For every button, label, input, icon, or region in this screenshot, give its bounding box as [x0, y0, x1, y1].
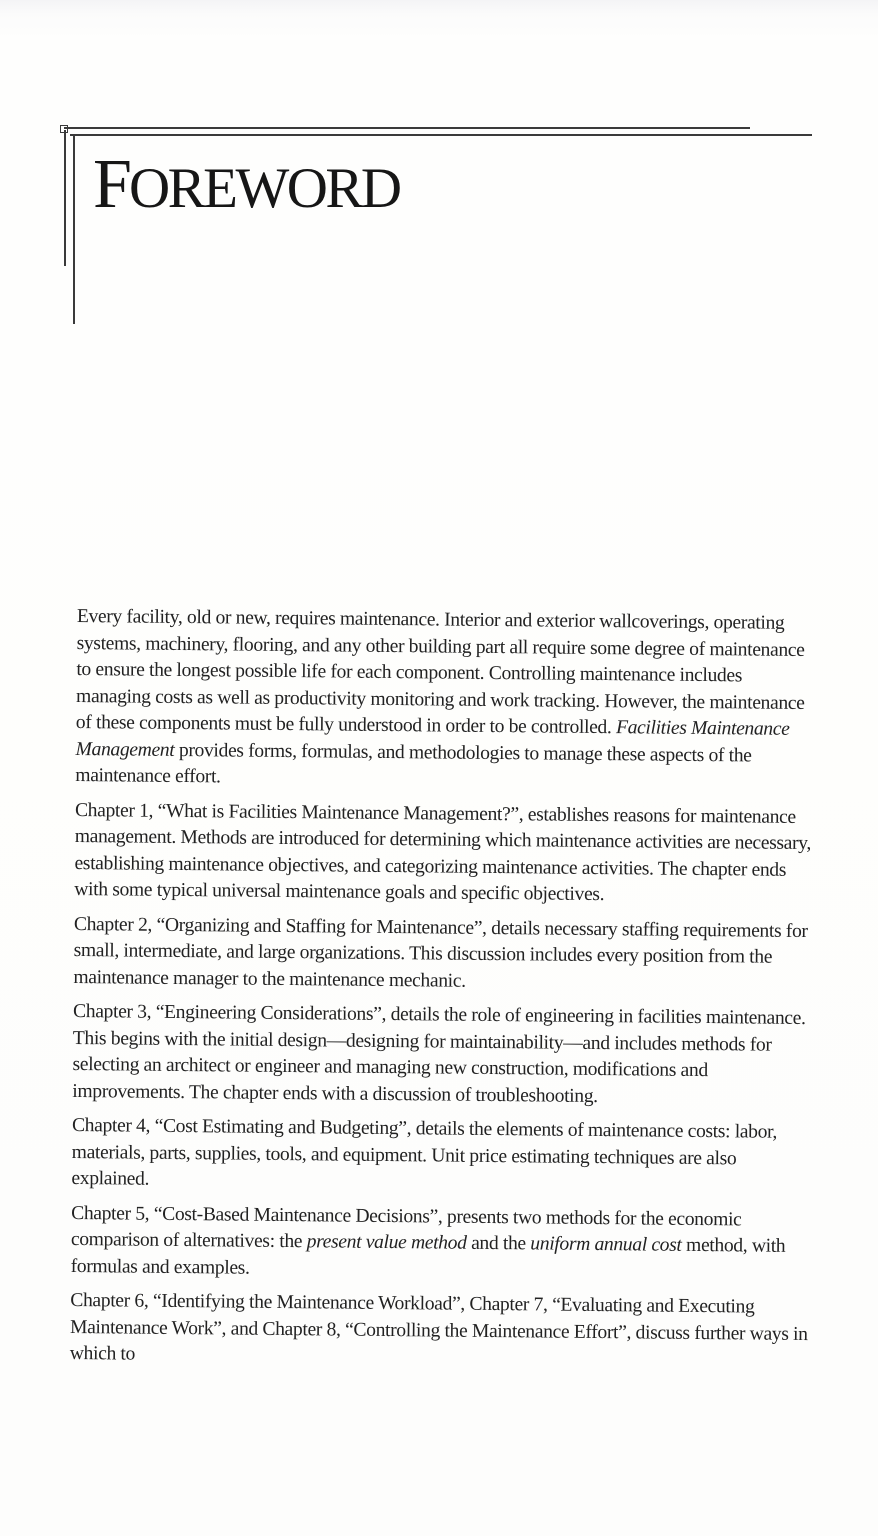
top-rule [64, 127, 750, 129]
title-rest: OREWORD [128, 157, 400, 220]
title-initial: F [93, 146, 129, 223]
text-run: Chapter 2, “Organizing and Staffing for Maintenance”, details necessary staffing requirements for small, intermediate, and large organizations. This discussion includes every position from the maintenance manager to the maintenance mechanic. [73, 913, 808, 992]
text-run: method, with formulas and examples. [70, 1234, 786, 1279]
text-run: Chapter 6, “Identifying the Maintenance Workload”, Chapter 7, “Evaluating and Executing Maintenance Work”, and Chapter 8, “Controlling the Maintenance Effort”, discuss further ways in which to [69, 1289, 808, 1365]
body-text [70, 604, 817, 1383]
paragraph [74, 797, 815, 910]
paragraph [75, 604, 817, 797]
paragraph [71, 1200, 812, 1287]
paragraph [73, 911, 814, 998]
paragraph [72, 999, 813, 1112]
text-run: Chapter 4, “Cost Estimating and Budgeting”, details the elements of maintenance costs: labor, materials, parts, supplies, tools, and equipment. Unit price estimating techniques are also explained. [71, 1114, 778, 1190]
text-run: Every facility, old or new, requires maintenance. Interior and exterior wallcoverings, operating systems, machinery, flooring, and any other building part all require some degree of maintenance to ensure the longest possible life for each component. Controlling maintenance includes managing costs as well as productivity monitoring and work tracking. However, the maintenance of these components must be fully understood in order to be controlled. [75, 605, 805, 739]
text-run: provides forms, formulas, and methodologies to manage these aspects of the maintenance effort. [75, 739, 752, 788]
text-run: Chapter 3, “Engineering Considerations”, details the role of engineering in facilities maintenance. This begins with the initial design—designing for maintainability—and includes methods for selecting an architect or engineer and managing new construction, modifications and improvements. The chapter ends with a discussion of troubleshooting. [72, 1000, 806, 1107]
text-run: and the [466, 1232, 531, 1255]
page-title [93, 146, 400, 223]
text-run: Chapter 1, “What is Facilities Maintenance Management?”, establishes reasons for maintenance management. Methods are introduced for determining which maintenance activities are necessary, establishing maintenance objectives, and categorizing maintenance activities. The chapter ends with some typical universal maintenance goals and specific objectives. [74, 799, 812, 906]
italic-text: present value method [306, 1231, 467, 1254]
left-rule [64, 130, 66, 266]
top-rule-secondary [70, 134, 812, 136]
italic-text: uniform annual cost [530, 1233, 682, 1256]
text-run: Chapter 5, “Cost-Based Maintenance Decisions”, presents two methods for the economic comparison of alternatives: the [70, 1202, 742, 1253]
left-rule-secondary [73, 134, 75, 324]
italic-text: Facilities Maintenance Management [75, 717, 790, 761]
paragraph [71, 1113, 812, 1200]
paragraph [70, 1288, 811, 1375]
